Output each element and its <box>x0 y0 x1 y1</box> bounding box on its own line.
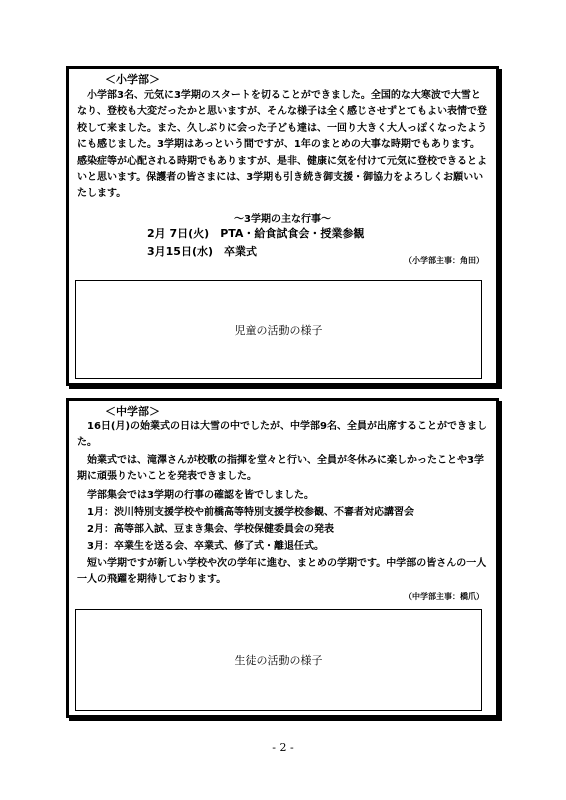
elementary-photo-placeholder <box>75 280 482 379</box>
event-item: 2月 7日(火) PTA・給食試食会・授業参観 <box>147 227 365 240</box>
junior-heading: ＜中学部＞ <box>105 405 160 418</box>
junior-paragraph: 始業式では、滝澤さんが校歌の指揮を堂々と行い、全員が冬休みに楽しかったことや3学期に頑張りたいことを発表できました。 <box>77 455 484 483</box>
elementary-section <box>66 66 499 386</box>
elementary-signature: （小学部主事：角田） <box>404 256 484 265</box>
events-title: ～3学期の主な行事～ <box>234 214 331 225</box>
junior-paragraph: 短い学期ですが新しい学校や次の学年に進む、まとめの学期です。中学部の皆さんの一人一人の飛躍を期待しております。 <box>77 558 487 586</box>
junior-photo-placeholder <box>75 609 482 711</box>
event-item: 3月15日(水) 卒業式 <box>147 245 258 258</box>
junior-paragraph: 1月：渋川特別支援学校や前橋高等特別支援学校参観、不審者対応講習会 <box>77 507 414 518</box>
photo-caption: 児童の活動の様子 <box>234 323 323 337</box>
page-number: - 2 - <box>272 741 294 754</box>
photo-caption: 生徒の活動の様子 <box>234 654 323 667</box>
junior-section <box>66 398 499 718</box>
elementary-heading: ＜小学部＞ <box>105 73 160 86</box>
junior-paragraph: 16日(月)の始業式の日は大雪の中でしたが、中学部9名、全員が出席することができました。 <box>77 421 488 449</box>
junior-paragraph: 3月：卒業生を送る会、卒業式、修了式・離退任式。 <box>77 541 324 552</box>
junior-signature: （中学部主事：橋爪） <box>404 592 484 601</box>
junior-paragraph: 2月：高等部入試、豆まき集会、学校保健委員会の発表 <box>77 524 334 535</box>
junior-paragraph: 学部集会では3学期の行事の確認を皆でしました。 <box>77 490 314 501</box>
elementary-body: 小学部3名、元気に3学期のスタートを切ることができました。全国的な大寒波で大雪となり、登校も大変だったかと思いますが、そんな様子は全く感じさせずとてもよい表情で登校して来ました。また、久しぶりに会った子ども達は、一回り大きく大人っぽくなったようにも感じました。3学期はあっという間ですが、1年のまとめの大事な時期でもあります。感染症等が心配される時期でもありますが、是非、健康に気を付けて元気に登校できるとよいと思います。保護者の皆さまには、3学期も引き続き御支援・御協力をよろしくお願いいたします。 <box>77 90 487 200</box>
